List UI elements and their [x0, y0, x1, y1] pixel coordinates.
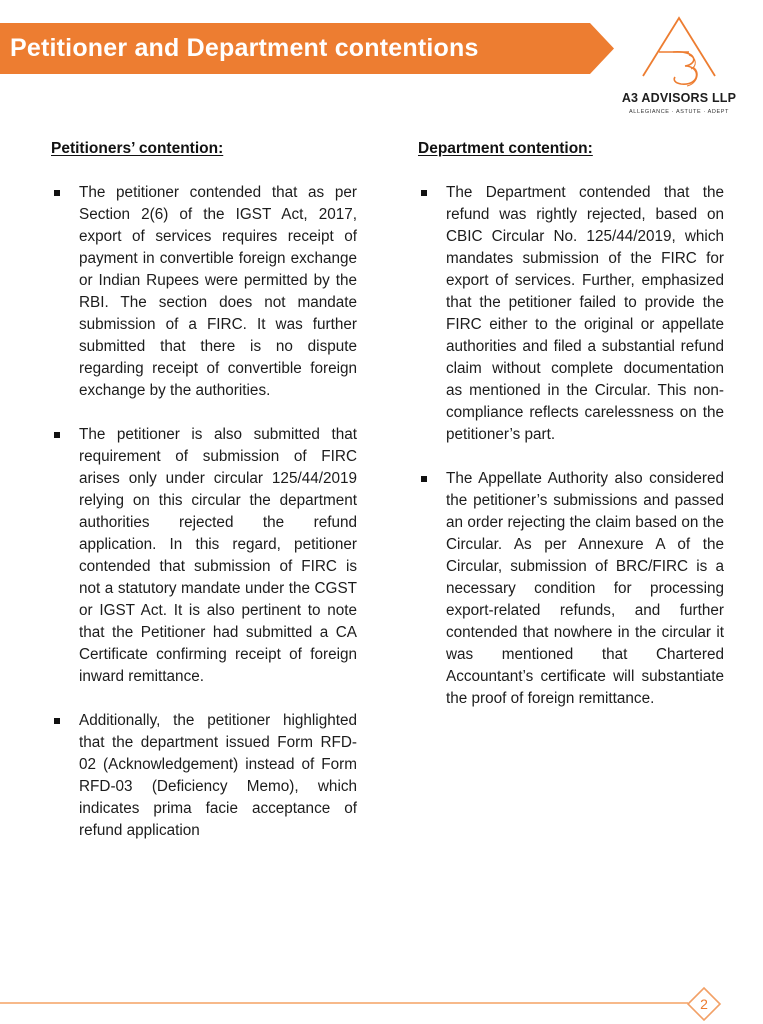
petitioner-heading: Petitioners’ contention:: [51, 140, 224, 157]
logo-tagline: ALLEGIANCE · ASTUTE · ADEPT: [629, 109, 729, 115]
square-bullet-icon: [54, 718, 60, 724]
square-bullet-icon: [421, 476, 427, 482]
petitioner-contention-section: [51, 138, 357, 864]
title-banner: [0, 23, 614, 74]
list-item: [51, 710, 357, 842]
list-item-text: The Appellate Authority also considered the petitioner’s submissions and passed an order rejecting the claim based on the Circular. As per Annexure A of the Circular, submission of BRC/FIRC is a necessary condition for processing export-related refunds, and further contended that nowhere in the circular it was mentioned that Chartered Accountant’s certificate will substantiate the proof of foreign remittance.: [446, 470, 724, 707]
petitioner-list: [51, 182, 357, 842]
a3-monogram-icon: [639, 14, 719, 90]
list-item-text: The Department contended that the refund was rightly rejected, based on CBIC Circular No. 125/44/2019, which mandates submission of the FIRC for export of services. Further, emphasized that the petitioner failed to provide the FIRC either to the original or appellate authorities and filed a substantial refund claim without complete documentation as mentioned in the Circular. This non-compliance reflects carelessness on the petitioner’s part.: [446, 184, 724, 443]
list-item: [418, 468, 724, 710]
list-item-text: The petitioner is also submitted that requirement of submission of FIRC arises only under circular 125/44/2019 relying on this circular the department authorities rejected the refund application. In this regard, petitioner contended that submission of FIRC is not a statutory mandate under the CGST or IGST Act. It is also pertinent to note that the Petitioner had submitted a CA Certificate confirming receipt of foreign inward remittance.: [79, 426, 357, 685]
company-logo: [604, 14, 754, 124]
page-number: 2: [700, 996, 708, 1012]
square-bullet-icon: [54, 190, 60, 196]
list-item: [51, 182, 357, 402]
list-item-text: The petitioner contended that as per Section 2(6) of the IGST Act, 2017, export of services requires receipt of payment in convertible foreign exchange or Indian Rupees were permitted by the RBI. The section does not mandate submission of a FIRC. It was further submitted that there is no dispute regarding receipt of convertible foreign exchange by the authorities.: [79, 184, 357, 399]
logo-company-name: A3 ADVISORS LLP: [621, 91, 737, 105]
page-title: Petitioner and Department contentions: [10, 34, 479, 62]
department-heading: Department contention:: [418, 140, 593, 157]
square-bullet-icon: [421, 190, 427, 196]
square-bullet-icon: [54, 432, 60, 438]
department-list: [418, 182, 724, 710]
footer-divider: [0, 1002, 688, 1004]
list-item-text: Additionally, the petitioner highlighted that the department issued Form RFD-02 (Acknowledgement) instead of Form RFD-03 (Deficiency Memo), which indicates prima facie acceptance of refund application: [79, 712, 357, 839]
page-number-badge: [686, 986, 722, 1022]
list-item: [418, 182, 724, 446]
department-contention-section: [418, 138, 724, 732]
list-item: [51, 424, 357, 688]
